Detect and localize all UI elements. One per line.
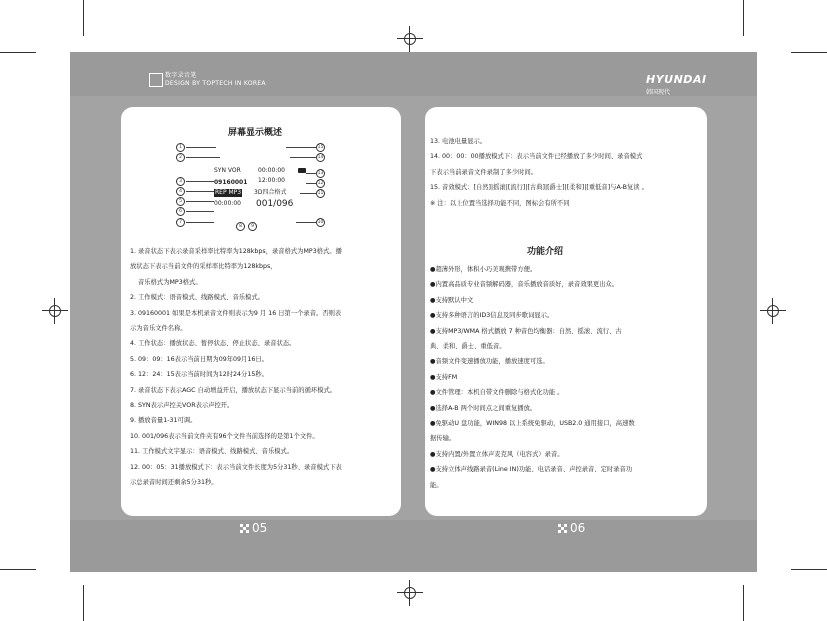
leader-line [186,147,216,148]
callout-11 [316,189,325,198]
battery-icon [298,168,306,173]
callout-label: 4 [176,187,185,196]
lcd-screen [214,167,304,213]
feature-item: ●支持MP3/WMA 格式播放 7 种音色均衡器：自然、摇滚、流行、古 [430,327,622,335]
text-line: 13. 电池电量显示。 [430,138,487,145]
leader-line [186,157,220,158]
page-number-text: 06 [570,521,586,535]
callout-label: 7 [176,218,185,227]
leader-line [306,183,316,184]
registration-mark-left [46,302,64,320]
crop-mark [0,569,36,570]
callout-label: 8 [236,222,245,231]
callout-6 [176,207,185,216]
hyundai-logo: HYUNDAI [646,73,707,86]
brand-box-icon [149,73,163,87]
crop-mark [791,569,827,570]
callout-3 [176,177,185,186]
feature-item: ●支持多种语言的ID3信息及同步歌词显示。 [430,312,554,320]
callout-label: 6 [176,207,185,216]
feature-item: ●内置高品质专业音频解码器，音乐播放音质好，录音效果更出众。 [430,281,619,289]
lcd-row-2: 09160001 [214,179,248,186]
callout-label: 13 [317,171,324,176]
callout-5 [176,197,185,206]
feature-item: ●文件管理：本机自带文件删除与格式化功能 。 [430,389,564,397]
callout-14 [316,153,325,162]
text-line: 4. 工作状态：播放状态、暂停状态、停止状态、录音状态。 [130,340,296,348]
registration-mark-top [401,30,419,48]
lcd-row-4: 00:00:00 [214,200,241,207]
lcd-time-top: 00:00:00 [258,167,285,174]
text-line: 3. 09160001 如果是本机录音文件则表示为9 月 16 日第一个录音。否则表 [130,309,342,317]
leader-line [186,222,214,223]
callout-4 [176,187,185,196]
crop-mark [0,52,36,53]
text-line: 示总录音时间还剩余5分31秒。 [130,479,218,487]
feature-item: ●支持内置/外置立体声麦克风（电容式）录音。 [430,450,564,458]
callout-1 [176,143,185,152]
feature-item: ●支持立体声线路录音(Line IN)功能、电话录音、声控录音、定时录音功 [430,466,633,474]
page-title-left: 屏幕显示概述 [227,128,282,138]
callout-13 [316,169,325,178]
feature-item: 典、柔和、爵士、重低音。 [430,343,506,351]
feature-item: ●支持FM [430,373,458,381]
callout-7 [176,218,185,227]
callout-8 [236,222,245,231]
leader-line [186,211,214,212]
leader-line [186,181,214,182]
lcd-time-mid: 12:00:00 [258,177,285,184]
leader-line [290,157,316,158]
lcd-mode-text: 3D四合格式 [254,189,287,196]
brand-line-2: DESIGN BY TOPTECH IN KOREA [165,80,266,87]
callout-label: 14 [317,155,324,160]
lcd-file-index: 001/096 [256,199,294,209]
page-number-left [240,521,267,535]
lcd-row-3: REP MP3 [215,189,242,196]
right-page-features [430,262,635,493]
text-line: 14. 00：00：00播放模式下：表示当前文件已经播放了多少时间、录音模式 [430,153,643,161]
text-line: 2. 工作模式：语音模式、线路模式、音乐模式。 [130,294,264,302]
feature-item: 能。 [430,481,443,489]
crop-mark [83,0,84,36]
callout-label: 3 [176,177,185,186]
callout-label: 2 [176,153,185,162]
text-line: 7. 录音状态下表示AGC 自动增益开启，播放状态下显示当前的循环模式。 [130,386,337,394]
right-page-top [430,134,648,211]
text-line: 9. 播放音量1-31可调。 [130,417,197,425]
leader-line [186,191,214,192]
callout-label: 11 [317,191,324,196]
leader-line [286,147,316,148]
text-line: 5. 09：09：16表示当前日期为09年09月16日。 [130,355,268,363]
features-title: 功能介绍 [526,247,563,257]
callout-label: 5 [176,197,185,206]
text-line: 下表示当前录音文件录制了多少时间。 [430,168,538,176]
text-line: 11. 工作模式文字显示：语音模式、线路模式、音乐模式。 [130,448,294,456]
page-number-right [558,521,585,535]
feature-item: ●选择A-B 两个时间点之间重复播放。 [430,404,537,412]
registration-mark-bottom [401,584,419,602]
page-marker-icon [558,524,567,533]
callout-label: 15 [317,145,324,150]
feature-item: ●音频文件变速播放功能，播放速度可选。 [430,358,549,366]
crop-mark [743,585,744,621]
left-brand [149,72,266,88]
callout-15 [316,143,325,152]
crop-mark [791,52,827,53]
feature-item: ●免驱动U 盘功能，WIN98 以上系统免驱动，USB2.0 通用接口，高速数 [430,420,635,428]
callout-label: 10 [317,220,324,225]
right-brand [646,73,707,96]
footer-band [70,520,757,572]
text-line: 15. 音效模式：[自然]|摇滚|[流行]|[古典]|[爵士]|[柔和]|[重低音]与A-B复读 。 [430,184,648,192]
text-line: 放状态下表示当前文件的采样率比特率为128kbps， [130,263,277,271]
crop-mark [83,585,84,621]
callout-label: 12 [317,181,324,186]
callout-2 [176,153,185,162]
leader-line [300,193,316,194]
text-line: 1. 录音状态下表示录音采样率比特率为128kbps，录音格式为MP3格式。播 [130,248,342,255]
text-line: 音乐格式为MP3格式。 [138,278,202,286]
callout-9 [248,222,257,231]
feature-item: 据传输。 [430,435,456,443]
text-line: 10. 001/096表示当前文件夹有96个文件当前选择的是第1个文件。 [130,432,319,440]
callout-label: 9 [248,222,257,231]
page-marker-icon [240,524,249,533]
text-line: 6. 12：24：15表示当前时间为12时24分15秒。 [130,371,268,379]
text-line: 示为音乐文件名称。 [130,325,187,333]
callout-10 [316,218,325,227]
left-page-body [130,244,342,491]
feature-item: ●超薄外形，体积小巧美观携带方便。 [430,266,537,273]
text-line: 12. 00：05：31播放模式下：表示当前文件长度为5分31秒、录音模式下表 [130,463,342,471]
callout-label: 1 [176,143,185,152]
crop-mark [743,0,744,36]
page-number-text: 05 [252,521,268,535]
callout-12 [316,179,325,188]
leader-line [296,222,316,223]
feature-item: ●支持默认中文 [430,296,474,304]
brand-line-1: 数字录音笔 [165,72,197,79]
text-line: 8. SYN表示声控关VOR表示声控开。 [130,402,234,410]
text-line: ※ 注：以上位置当选择功能不同，图标会有所不同 [430,199,570,207]
registration-mark-right [764,302,782,320]
leader-line [186,201,214,202]
brand-sub: 韩国现代 [646,89,671,96]
leader-line [306,173,316,174]
lcd-row-1: SYN VOR [214,167,241,174]
